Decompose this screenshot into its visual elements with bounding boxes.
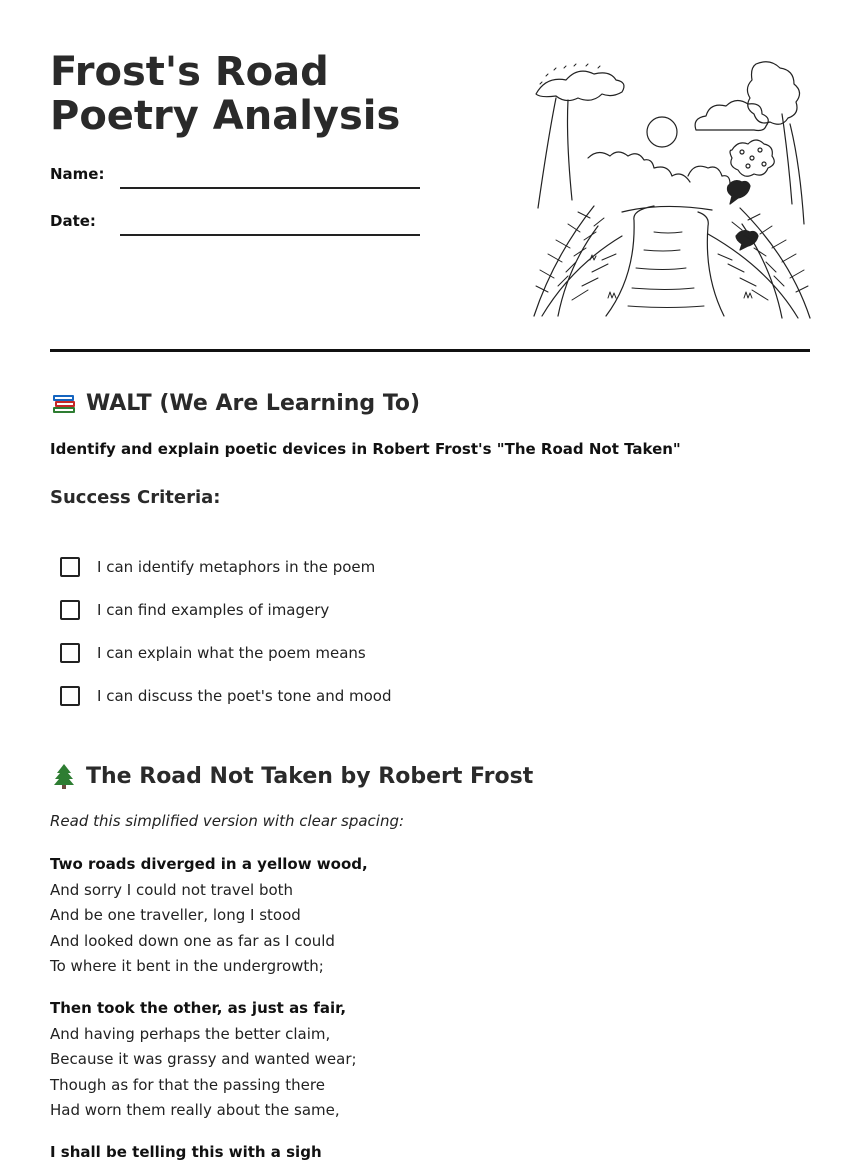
date-field[interactable] <box>120 234 420 236</box>
poem-line: Two roads diverged in a yellow wood, <box>50 855 368 873</box>
poem-line: Because it was grassy and wanted wear; <box>50 1050 357 1069</box>
books-icon <box>50 389 78 417</box>
criterion-checkbox[interactable] <box>60 600 80 620</box>
poem-line: And looked down one as far as I could <box>50 931 335 950</box>
poem-line: Had worn them really about the same, <box>50 1101 340 1120</box>
poem-stanza <box>50 1140 322 1166</box>
criterion-checkbox[interactable] <box>60 557 80 577</box>
date-label: Date: <box>50 212 96 230</box>
poem-line: And be one traveller, long I stood <box>50 906 301 925</box>
criterion-label: I can identify metaphors in the poem <box>97 558 376 576</box>
criterion-label: I can explain what the poem means <box>97 644 366 662</box>
success-criteria-list <box>60 556 392 728</box>
forest-path-illustration <box>528 54 812 324</box>
header-divider <box>50 349 810 352</box>
poem-line: And sorry I could not travel both <box>50 880 294 899</box>
poem-intro: Read this simplified version with clear spacing: <box>50 812 405 830</box>
poem-line: I shall be telling this with a sigh <box>50 1143 322 1161</box>
name-field[interactable] <box>120 187 420 189</box>
criterion-item <box>60 642 392 685</box>
walt-heading <box>50 389 420 417</box>
criterion-label: I can discuss the poet's tone and mood <box>97 687 392 705</box>
poem-stanza <box>50 852 368 980</box>
criterion-item <box>60 599 392 642</box>
walt-heading-text: WALT (We Are Learning To) <box>86 390 421 416</box>
poem-stanza <box>50 996 357 1124</box>
poem-line: To where it bent in the undergrowth; <box>50 957 324 976</box>
poem-line: And having perhaps the better claim, <box>50 1024 331 1043</box>
criterion-checkbox[interactable] <box>60 643 80 663</box>
criterion-item <box>60 685 392 728</box>
pine-tree-icon <box>50 762 78 790</box>
criterion-item <box>60 556 392 599</box>
walt-objective: Identify and explain poetic devices in Robert Frost's "The Road Not Taken" <box>50 440 681 458</box>
name-label: Name: <box>50 165 105 183</box>
success-criteria-heading: Success Criteria: <box>50 487 221 508</box>
poem-line: Though as for that the passing there <box>50 1075 325 1094</box>
criterion-checkbox[interactable] <box>60 686 80 706</box>
poem-heading-text: The Road Not Taken by Robert Frost <box>86 763 534 789</box>
poem-line: Then took the other, as just as fair, <box>50 999 347 1017</box>
page-title: Frost's Road Poetry Analysis <box>50 49 401 139</box>
poem-heading <box>50 762 533 790</box>
criterion-label: I can find examples of imagery <box>97 601 330 619</box>
